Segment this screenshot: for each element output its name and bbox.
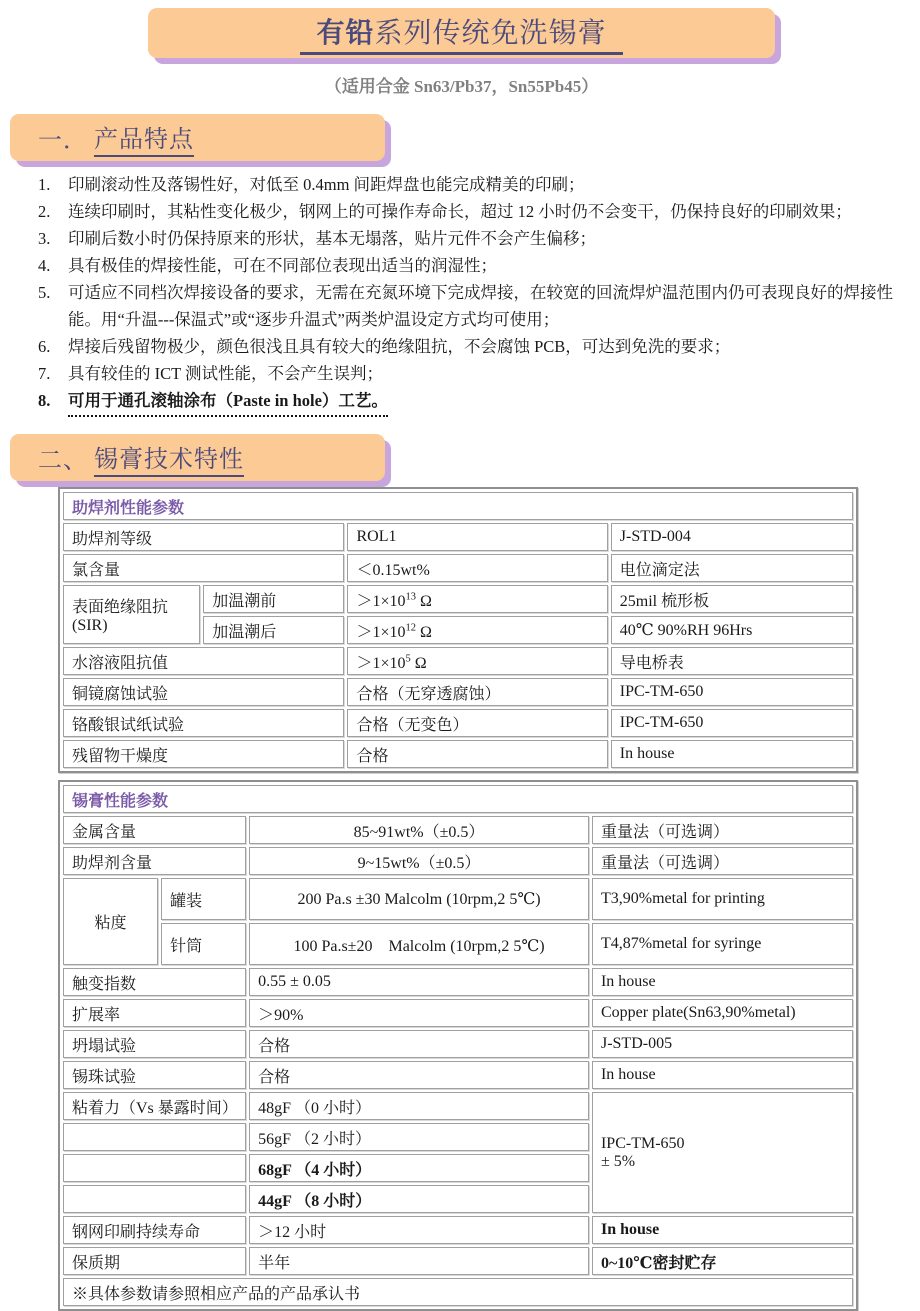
solution-resistance-method-cell: 导电桥表: [611, 647, 853, 675]
tack-empty-cell: [63, 1154, 246, 1182]
title-banner: [148, 8, 775, 58]
solder-ball-value-cell: 合格: [249, 1061, 589, 1089]
section-two-title: 锡膏技术特性: [94, 439, 244, 477]
solder-ball-label-cell: 锡珠试验: [63, 1061, 246, 1089]
feature-text: 连续印刷时，其粘性变化极少，钢网上的可操作寿命长，超过 12 小时仍不会变干，仍保持良好的印刷效果；: [68, 202, 852, 221]
sir-before-exponent: 13: [405, 591, 416, 603]
shelf-life-row: [63, 1247, 853, 1275]
feature-item-7: [38, 360, 912, 387]
slump-test-value-cell: 合格: [249, 1030, 589, 1058]
solution-resistance-exponent: 5: [405, 653, 411, 665]
chlorine-method-cell: 电位滴定法: [611, 554, 853, 582]
sir-after-sublabel-cell: 加温潮后: [203, 616, 344, 644]
feature-text: 焊接后残留物极少，颜色很浅且具有较大的绝缘阻抗，不会腐蚀 PCB，可达到免洗的要求；: [68, 337, 731, 356]
sir-after-method-cell: 40℃ 90%RH 96Hrs: [611, 616, 853, 644]
slump-test-label-cell: 坍塌试验: [63, 1030, 246, 1058]
tack-4h-value-cell: 68gF （4 小时）: [249, 1154, 589, 1182]
feature-item-1: [38, 171, 912, 198]
viscosity-syringe-value-cell: 100 Pa.s±20 Malcolm (10rpm,2 5℃): [249, 923, 589, 965]
viscosity-syringe-method-cell: T4,87%metal for syringe: [592, 923, 853, 965]
feature-num: 6.: [38, 337, 51, 356]
sir-before-method-cell: 25mil 梳形板: [611, 585, 853, 613]
chlorine-value-cell: ＜0.15wt%: [347, 554, 607, 582]
feature-num: 4.: [38, 256, 51, 275]
solution-resistance-base: ＞1×10: [356, 654, 406, 672]
silver-chromate-label-cell: 铬酸银试纸试验: [63, 709, 344, 737]
tack-empty-cell: [63, 1185, 246, 1213]
sir-before-row: [63, 585, 853, 613]
solution-resistance-unit: Ω: [410, 654, 427, 672]
viscosity-syringe-row: [63, 923, 853, 965]
section-two-number: 二、: [38, 448, 88, 474]
silver-chromate-row: [63, 709, 853, 737]
section-two-banner: [10, 434, 385, 481]
residue-dryness-row: [63, 740, 853, 768]
flux-table-header-row: [63, 492, 853, 520]
tack-2h-value-cell: 56gF （2 小时）: [249, 1123, 589, 1151]
tack-0h-value-cell: 48gF （0 小时）: [249, 1092, 589, 1120]
flux-content-label-cell: 助焊剂含量: [63, 847, 246, 875]
sir-before-unit: Ω: [416, 592, 432, 610]
sir-after-unit: Ω: [416, 623, 432, 641]
page-title: [300, 11, 622, 55]
flux-content-method-cell: 重量法（可选调）: [592, 847, 853, 875]
tack-method-line1: IPC-TM-650: [600, 1134, 685, 1152]
sir-after-exponent: 12: [405, 622, 416, 634]
copper-mirror-method-cell: IPC-TM-650: [611, 678, 853, 706]
feature-num: 5.: [38, 283, 51, 302]
metal-content-row: [63, 816, 853, 844]
sir-before-base: ＞1×10: [356, 592, 406, 610]
footnote-cell: ※具体参数请参照相应产品的产品承认书: [63, 1278, 853, 1306]
sir-after-value-cell: [347, 616, 607, 644]
tack-empty-cell: [63, 1123, 246, 1151]
flux-grade-method-cell: J-STD-004: [611, 523, 853, 551]
paste-table-header-row: [63, 785, 853, 813]
document-page: [0, 8, 920, 1309]
thixotropic-index-value-cell: 0.55 ± 0.05: [249, 968, 589, 996]
residue-dryness-method-cell: In house: [611, 740, 853, 768]
flux-grade-row: [63, 523, 853, 551]
copper-mirror-row: [63, 678, 853, 706]
spread-rate-label-cell: 扩展率: [63, 999, 246, 1027]
viscosity-jar-sublabel-cell: 罐装: [161, 878, 246, 920]
sir-after-base: ＞1×10: [356, 623, 406, 641]
metal-content-value-cell: 85~91wt%（±0.5）: [249, 816, 589, 844]
silver-chromate-value-cell: 合格（无变色）: [347, 709, 607, 737]
section-one-title: 产品特点: [94, 119, 194, 157]
feature-num: 1.: [38, 175, 51, 194]
shelf-life-method-cell: 0~10℃密封贮存: [592, 1247, 853, 1275]
feature-text: 具有较佳的 ICT 测试性能，不会产生误判；: [68, 364, 384, 383]
sir-label-line2: (SIR): [72, 617, 108, 634]
viscosity-label-cell: 粘度: [63, 878, 158, 965]
solution-resistance-value-cell: [347, 647, 607, 675]
tack-method-line2: ± 5%: [600, 1152, 636, 1170]
thixotropic-index-label-cell: 触变指数: [63, 968, 246, 996]
feature-text: 可适应不同档次焊接设备的要求，无需在充氮环境下完成焊接，在较宽的回流焊炉温范围内仍可表现良好的焊接性能。用“升温---保温式”或“逐步升温式”两类炉温设定方式均可使用；: [68, 283, 893, 329]
residue-dryness-label-cell: 残留物干燥度: [63, 740, 344, 768]
viscosity-syringe-sublabel-cell: 针筒: [161, 923, 246, 965]
feature-text: 具有极佳的焊接性能，可在不同部位表现出适当的润湿性；: [68, 256, 497, 275]
feature-num: 8.: [38, 391, 51, 410]
viscosity-jar-method-cell: T3,90%metal for printing: [592, 878, 853, 920]
feature-text: 印刷后数小时仍保持原来的形状，基本无塌落，贴片元件不会产生偏移；: [68, 229, 596, 248]
thixotropic-index-row: [63, 968, 853, 996]
shelf-life-label-cell: 保质期: [63, 1247, 246, 1275]
copper-mirror-value-cell: 合格（无穿透腐蚀）: [347, 678, 607, 706]
solder-ball-method-cell: In house: [592, 1061, 853, 1089]
slump-test-method-cell: J-STD-005: [592, 1030, 853, 1058]
footnote-row: [63, 1278, 853, 1306]
spread-rate-row: [63, 999, 853, 1027]
residue-dryness-value-cell: 合格: [347, 740, 607, 768]
feature-num: 3.: [38, 229, 51, 248]
section-one-number: 一．: [38, 128, 88, 154]
feature-item-3: [38, 225, 912, 252]
metal-content-method-cell: 重量法（可选调）: [592, 816, 853, 844]
feature-text: 印刷滚动性及落锡性好，对低至 0.4mm 间距焊盘也能完成精美的印刷；: [68, 175, 585, 194]
stencil-life-method-cell: In house: [592, 1216, 853, 1244]
slump-test-row: [63, 1030, 853, 1058]
flux-grade-label-cell: 助焊剂等级: [63, 523, 344, 551]
flux-grade-value-cell: ROL1: [347, 523, 607, 551]
tack-label-cell: 粘着力（Vs 暴露时间）: [63, 1092, 246, 1120]
solder-ball-row: [63, 1061, 853, 1089]
silver-chromate-method-cell: IPC-TM-650: [611, 709, 853, 737]
feature-item-8: [38, 387, 912, 417]
thixotropic-index-method-cell: In house: [592, 968, 853, 996]
subtitle-alloy: （适用合金 Sn63/Pb37，Sn55Pb45）: [324, 77, 599, 96]
section-one-banner: [10, 114, 385, 161]
feature-item-6: [38, 333, 912, 360]
metal-content-label-cell: 金属含量: [63, 816, 246, 844]
solution-resistance-row: [63, 647, 853, 675]
tack-8h-value-cell: 44gF （8 小时）: [249, 1185, 589, 1213]
flux-content-row: [63, 847, 853, 875]
feature-item-2: [38, 198, 912, 225]
sir-label-cell: [63, 585, 200, 644]
title-bold-part: 有铅: [316, 18, 375, 49]
sir-before-value-cell: [347, 585, 607, 613]
chlorine-label-cell: 氯含量: [63, 554, 344, 582]
feature-text-underlined: 可用于通孔滚轴涂布（Paste in hole）工艺。: [68, 387, 388, 417]
spread-rate-method-cell: Copper plate(Sn63,90%metal): [592, 999, 853, 1027]
tack-0h-row: [63, 1092, 853, 1120]
flux-table-header-cell: 助焊剂性能参数: [63, 492, 853, 520]
stencil-life-value-cell: ＞12 小时: [249, 1216, 589, 1244]
feature-num: 7.: [38, 364, 51, 383]
flux-content-value-cell: 9~15wt%（±0.5）: [249, 847, 589, 875]
paste-properties-table: [58, 780, 858, 1311]
title-rest-part: 系列传统免洗锡膏: [374, 18, 607, 49]
sir-before-sublabel-cell: 加温潮前: [203, 585, 344, 613]
spread-rate-value-cell: ＞90%: [249, 999, 589, 1027]
feature-list: [38, 171, 912, 417]
viscosity-jar-row: [63, 878, 853, 920]
flux-properties-table: [58, 487, 858, 773]
feature-num: 2.: [38, 202, 51, 221]
sir-label-line1: 表面绝缘阻抗: [72, 599, 169, 616]
stencil-life-row: [63, 1216, 853, 1244]
tack-method-cell: [592, 1092, 853, 1213]
stencil-life-label-cell: 钢网印刷持续寿命: [63, 1216, 246, 1244]
solution-resistance-label-cell: 水溶液阻抗值: [63, 647, 344, 675]
chlorine-row: [63, 554, 853, 582]
copper-mirror-label-cell: 铜镜腐蚀试验: [63, 678, 344, 706]
shelf-life-value-cell: 半年: [249, 1247, 589, 1275]
feature-item-5: [38, 279, 912, 333]
viscosity-jar-value-cell: 200 Pa.s ±30 Malcolm (10rpm,2 5℃): [249, 878, 589, 920]
paste-table-header-cell: 锡膏性能参数: [63, 785, 853, 813]
feature-item-4: [38, 252, 912, 279]
